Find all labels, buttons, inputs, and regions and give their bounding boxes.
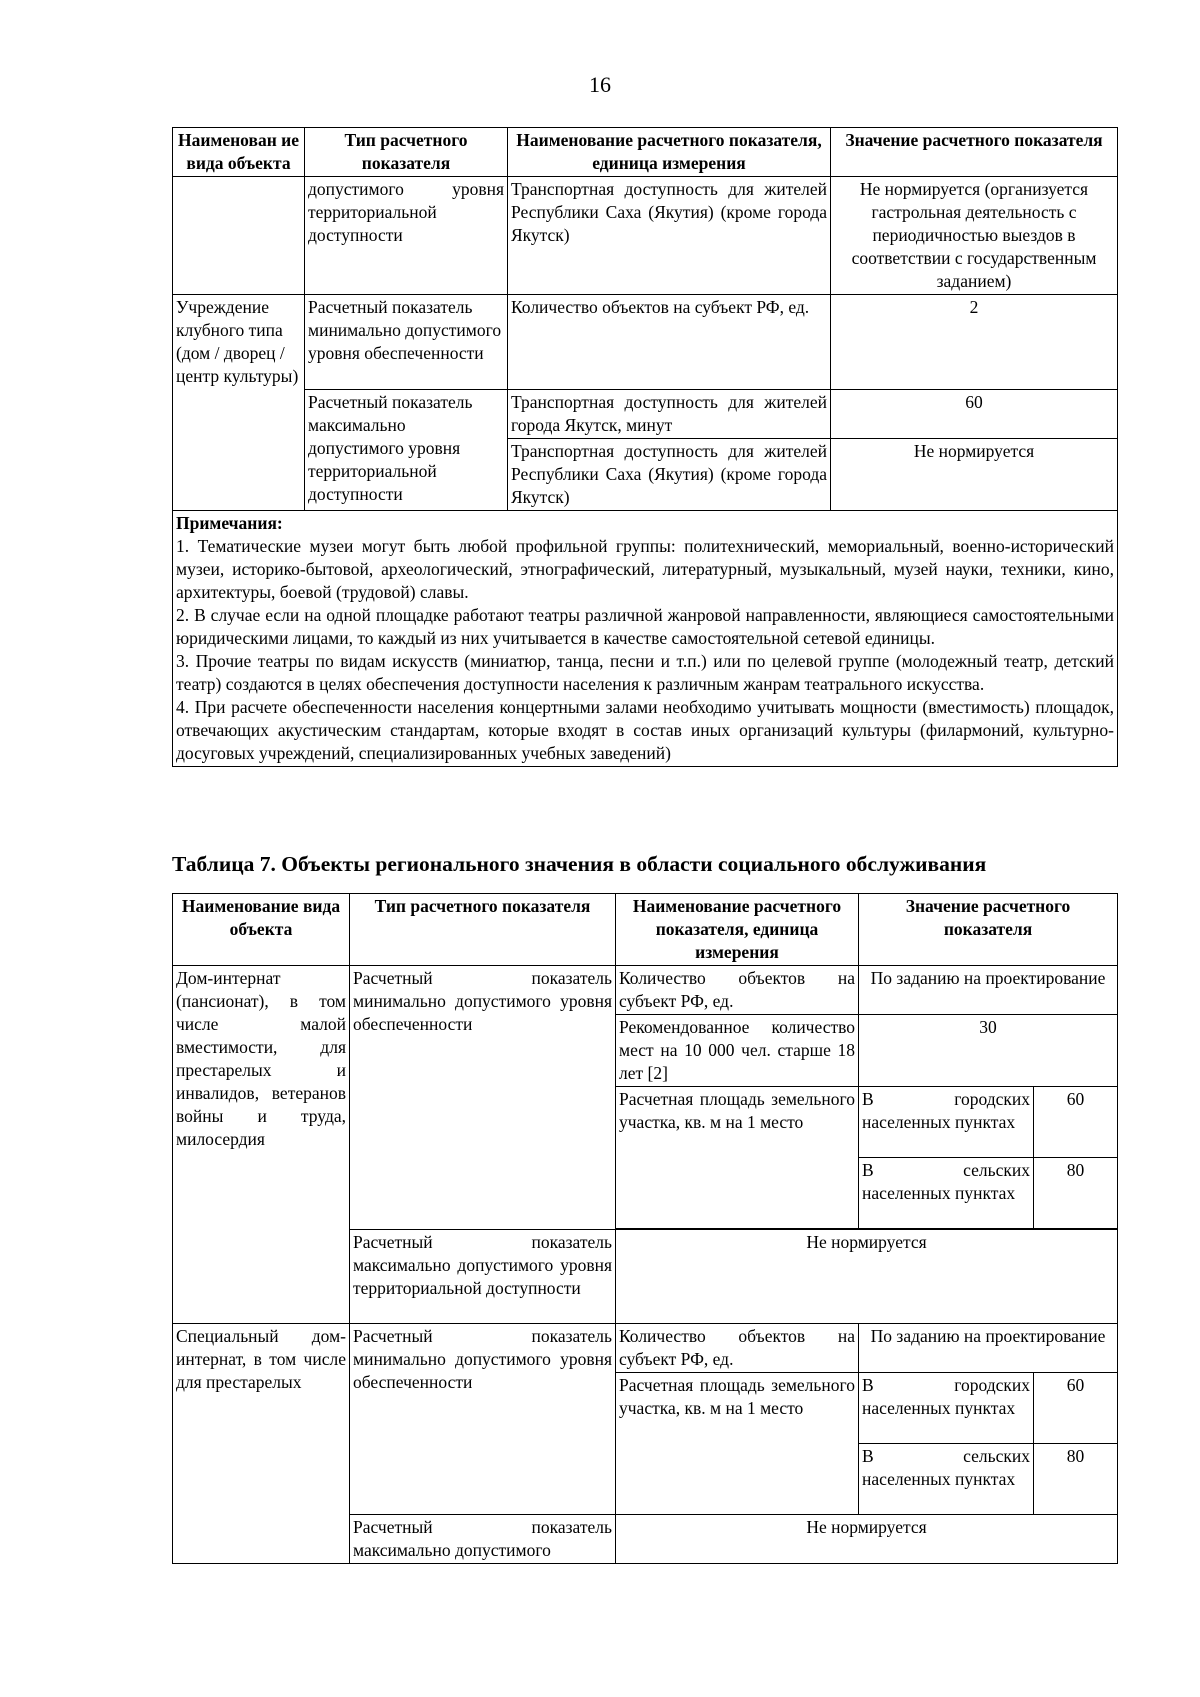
indicator-type: Расчетный показатель максимально допустимого уровня территориальной доступности — [350, 1230, 616, 1324]
table-header-row — [173, 894, 1118, 966]
indicator-value: 80 — [1034, 1444, 1118, 1515]
indicator-value: Не нормируется — [616, 1515, 1118, 1564]
settlement-type: В городских населенных пунктах — [859, 1373, 1034, 1444]
indicator-value: 80 — [1034, 1158, 1118, 1229]
culture-table — [172, 127, 1118, 767]
table-row — [173, 1324, 1118, 1373]
notes-title: Примечания: — [176, 513, 283, 533]
object-cell — [173, 177, 305, 295]
indicator-type: Расчетный показатель минимально допустимого уровня обеспеченности — [305, 295, 508, 390]
table-header-row — [173, 128, 1118, 177]
indicator-value: 60 — [1034, 1373, 1118, 1444]
page-number: 16 — [589, 72, 611, 97]
indicator-name: Расчетная площадь земельного участка, кв. м на 1 место — [616, 1373, 859, 1515]
indicator-name: Рекомендованное количество мест на 10 000 чел. старше 18 лет [2] — [616, 1015, 859, 1087]
indicator-name: Количество объектов на субъект РФ, ед. — [616, 1324, 859, 1373]
object-name: Учреждение клубного типа (дом / дворец / центр культуры) — [173, 295, 305, 511]
indicator-value: Не нормируется — [616, 1230, 1118, 1324]
header-value: Значение расчетного показателя — [831, 128, 1118, 177]
indicator-value: Не нормируется — [831, 439, 1118, 511]
indicator-type: Расчетный показатель минимально допустимого уровня обеспеченности — [350, 966, 616, 1230]
indicator-value: 2 — [831, 295, 1118, 390]
header-object: Наименование вида объекта — [173, 894, 350, 966]
indicator-value: По заданию на проектирование — [859, 966, 1118, 1015]
indicator-name: Транспортная доступность для жителей Республики Саха (Якутия) (кроме города Якутск) — [508, 177, 831, 295]
indicator-name: Количество объектов на субъект РФ, ед. — [508, 295, 831, 390]
note-1: 1. Тематические музеи могут быть любой профильной группы: политехнический, мемориальный, военно-исторический музеи, историко-бытовой, археологический, этнографический, литературный, музыкальный, музей науки, техники, кино, архитектуры, боевой (трудовой) славы. — [176, 536, 1114, 602]
object-name: Специальный дом-интернат, в том числе для престарелых — [173, 1324, 350, 1564]
settlement-type: В сельских населенных пунктах — [859, 1158, 1034, 1229]
table-row — [173, 390, 1118, 439]
indicator-type: Расчетный показатель максимально допустимого — [350, 1515, 616, 1564]
indicator-name: Транспортная доступность для жителей города Якутск, минут — [508, 390, 831, 439]
indicator-name: Количество объектов на субъект РФ, ед. — [616, 966, 859, 1015]
note-4: 4. При расчете обеспеченности населения концертными залами необходимо учитывать мощности (вместимость) площадок, отвечающих акустическим стандартам, которые входят в состав иных организаций культуры (филармоний, культурно-досуговых учреждений, специализированных учебных заведений) — [176, 697, 1114, 763]
settlement-type: В городских населенных пунктах — [859, 1087, 1034, 1158]
header-name: Наименование расчетного показателя, единица измерения — [616, 894, 859, 966]
table-row — [173, 966, 1118, 1015]
header-type: Тип расчетного показателя — [305, 128, 508, 177]
indicator-value: 30 — [859, 1015, 1118, 1087]
table-caption: Таблица 7. Объекты регионального значения в области социального обслуживания — [172, 852, 987, 876]
note-2: 2. В случае если на одной площадке работают театры различной жанровой направленности, являющиеся самостоятельными юридическими лицами, то каждый из них учитывается в качестве самостоятельной сетевой единицы. — [176, 605, 1114, 648]
social-services-table — [172, 893, 1118, 1564]
notes-row — [173, 511, 1118, 767]
indicator-type: Расчетный показатель минимально допустимого уровня обеспеченности — [350, 1324, 616, 1515]
note-3: 3. Прочие театры по видам искусств (миниатюр, танца, песни и т.п.) или по целевой группе (молодежный театр, детский театр) создаются в целях обеспечения доступности населения к различным жанрам театрального искусства. — [176, 651, 1114, 694]
indicator-value: 60 — [1034, 1087, 1118, 1158]
header-value: Значение расчетного показателя — [859, 894, 1118, 966]
header-type: Тип расчетного показателя — [350, 894, 616, 966]
indicator-type: допустимого уровня территориальной доступности — [305, 177, 508, 295]
header-name: Наименование расчетного показателя, единица измерения — [508, 128, 831, 177]
indicator-value: По заданию на проектирование — [859, 1324, 1118, 1373]
settlement-type: В сельских населенных пунктах — [859, 1444, 1034, 1515]
table-row — [173, 295, 1118, 390]
indicator-value: Не нормируется (организуется гастрольная деятельность с периодичностью выездов в соответствии с государственным заданием) — [831, 177, 1118, 295]
indicator-type: Расчетный показатель максимально допустимого уровня территориальной доступности — [305, 390, 508, 511]
notes — [173, 511, 1118, 767]
header-object: Наименован ие вида объекта — [173, 128, 305, 177]
indicator-value: 60 — [831, 390, 1118, 439]
indicator-name: Расчетная площадь земельного участка, кв. м на 1 место — [616, 1087, 859, 1229]
object-name: Дом-интернат (пансионат), в том числе малой вместимости, для престарелых и инвалидов, ветеранов войны и труда, милосердия — [173, 966, 350, 1324]
table-row — [173, 177, 1118, 295]
indicator-name: Транспортная доступность для жителей Республики Саха (Якутия) (кроме города Якутск) — [508, 439, 831, 511]
